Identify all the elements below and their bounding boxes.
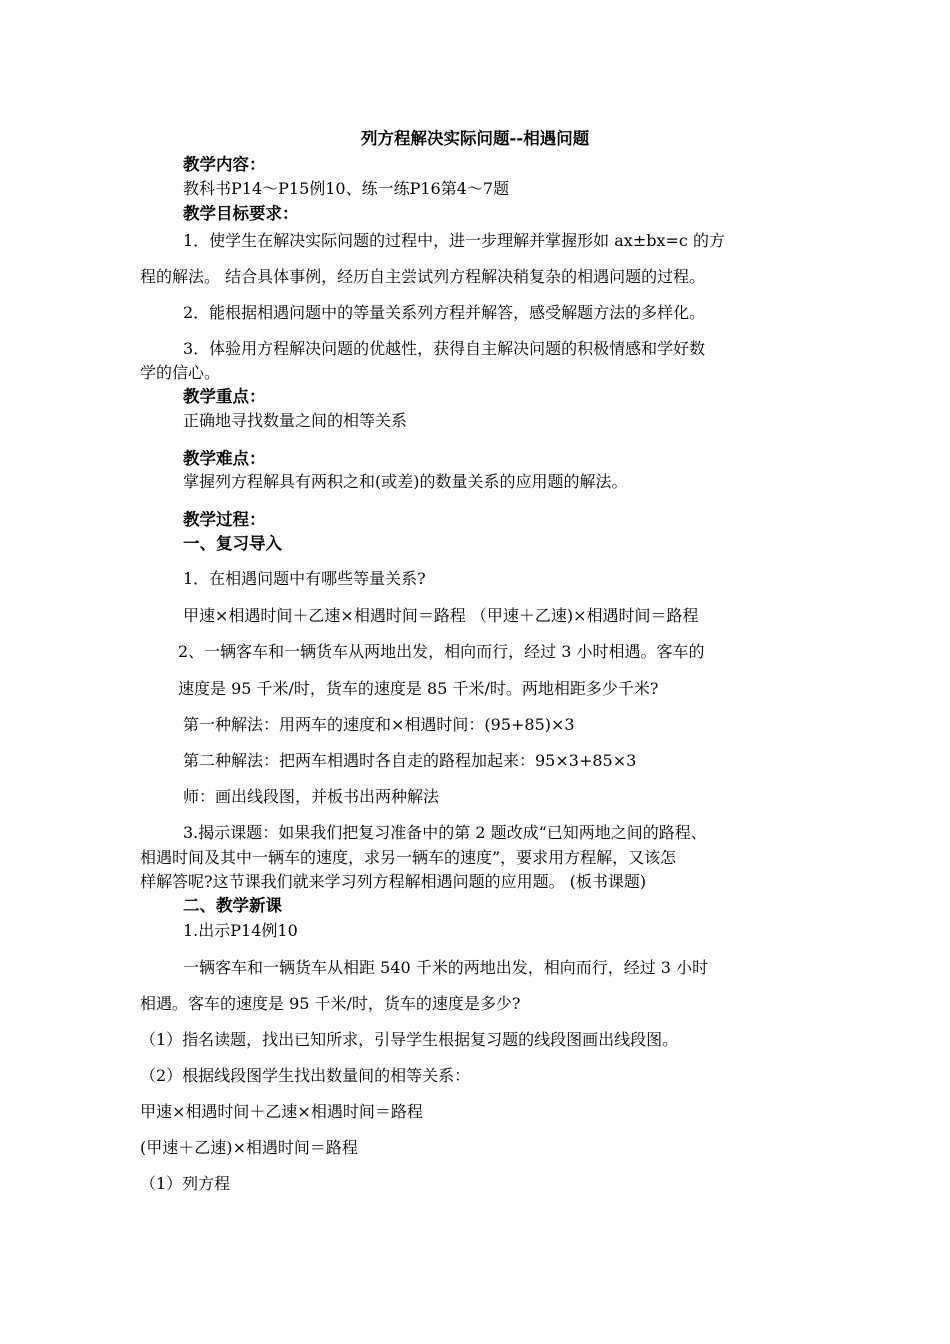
goal1-line2: 程的解法。 结合具体事例，经历自主尝试列方程解决稍复杂的相遇问题的过程。 [140,267,706,286]
section1-heading: 一、复习导入 [183,534,282,553]
reveal-line2: 相遇时间及其中一辆车的速度，求另一辆车的速度”，要求用方程解，又该怎 [140,848,677,867]
reveal-line1: 3.揭示课题：如果我们把复习准备中的第 2 题改成“已知两地之间的路程、 [183,823,707,842]
example-line1: 一辆客车和一辆货车从相距 540 千米的两地出发，相向而行，经过 3 小时 [183,958,709,977]
review2-line1: 2、一辆客车和一辆货车从两地出发，相向而行，经过 3 小时相遇。客车的 [178,642,705,661]
relation2: (甲速＋乙速)×相遇时间＝路程 [140,1138,358,1157]
goal3-line2: 学的信心。 [140,363,221,382]
goal3-line1: 3．体验用方程解决问题的优越性，获得自主解决问题的积极情感和学好数 [183,339,706,358]
key-heading: 教学重点： [183,387,266,406]
goal2: 2．能根据相遇问题中的等量关系列方程并解答，感受解题方法的多样化。 [183,303,706,322]
method1: 第一种解法：用两车的速度和×相遇时间：(95+85)×3 [183,715,575,734]
content-text: 教科书P14～P15例10、练一练P16第4～7题 [183,179,510,198]
review2-line2: 速度是 95 千米/时，货车的速度是 85 千米/时。两地相距多少千米? [178,679,659,698]
teacher-note: 师：画出线段图，并板书出两种解法 [183,787,440,806]
goals-heading: 教学目标要求： [183,204,299,223]
step2: （2）根据线段图学生找出数量间的相等关系： [140,1066,471,1085]
example-line2: 相遇。客车的速度是 95 千米/时，货车的速度是多少? [140,994,521,1013]
goal1-line1: 1．使学生在解决实际问题的过程中，进一步理解并掌握形如 ax±bx=c 的方 [183,231,725,250]
method2: 第二种解法：把两车相遇时各自走的路程加起来：95×3+85×3 [183,751,637,770]
relation1: 甲速×相遇时间＋乙速×相遇时间＝路程 [140,1102,423,1121]
difficulty-text: 掌握列方程解具有两积之和(或差)的数量关系的应用题的解法。 [183,472,628,491]
key-text: 正确地寻找数量之间的相等关系 [183,411,408,430]
reveal-line3: 样解答呢?这节课我们就来学习列方程解相遇问题的应用题。 (板书课题) [140,872,647,891]
difficulty-heading: 教学难点： [183,449,266,468]
document-title: 列方程解决实际问题--相遇问题 [361,129,590,148]
process-heading: 教学过程： [183,510,266,529]
review1-answer: 甲速×相遇时间＋乙速×相遇时间＝路程 （甲速＋乙速)×相遇时间＝路程 [183,606,699,625]
section2-heading: 二、教学新课 [183,896,282,915]
content-heading: 教学内容： [183,155,266,174]
step3: （1）列方程 [140,1174,231,1193]
step1: （1）指名读题，找出已知所求，引导学生根据复习题的线段图画出线段图。 [140,1030,679,1049]
review1-question: 1．在相遇问题中有哪些等量关系? [183,569,426,588]
example-intro: 1.出示P14例10 [183,921,298,940]
